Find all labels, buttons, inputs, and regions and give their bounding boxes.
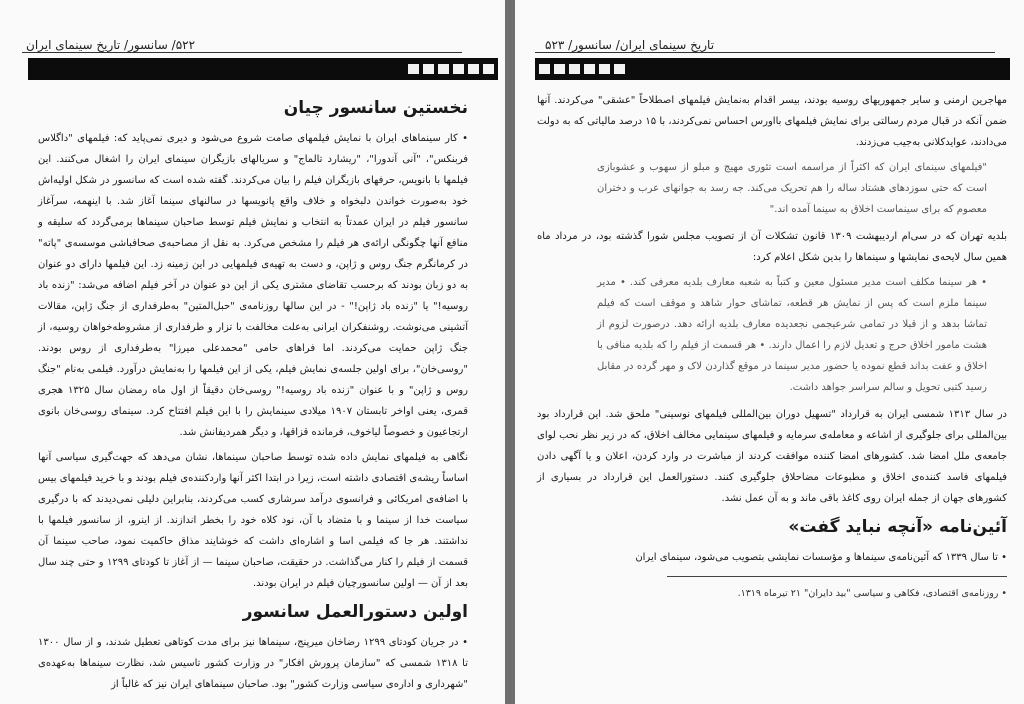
paragraph: • تا سال ۱۳۳۹ که آئین‌نامه‌ی سینماها و مؤسسات نمایشی بتصویب می‌شود، سینمای ایران — [635, 552, 1007, 563]
film-holes — [539, 64, 625, 74]
right-header-rule — [535, 52, 995, 53]
left-page — [0, 0, 505, 704]
paragraph: مهاجرین ارمنی و سایر جمهوریهای روسیه بودند، بیسر اقدام به‌نمایش فیلمهای اصطلاحاً "عشقی" می‌کردند. آنها ضمن آنکه در قبال مردم رسالتی برای نمایش فیلمهای بااورس احساس نمی‌کردند، با ۱۵ درصد مالیاتی که به دولت می‌دادند، عوایدکلانی به‌جیب می‌زدند. — [537, 95, 1007, 148]
left-page-body — [38, 90, 468, 699]
film-hole — [423, 64, 434, 74]
right-running-header: تاریخ سینمای ایران/ سانسور/ ۵۲۳ — [545, 38, 715, 52]
film-hole — [599, 64, 610, 74]
film-hole — [584, 64, 595, 74]
footnote-separator — [667, 576, 1007, 577]
left-running-header: ۵۲۲/ سانسور/ تاریخ سینمای ایران — [26, 38, 196, 52]
film-hole — [539, 64, 550, 74]
film-holes — [408, 64, 494, 74]
regulations-list: • هر سینما مکلف است مدیر مسئول معین و کتباً به شعبه معارف بلدیه معرفی کند. • مدیر سینما ملزم است که پس از نمایش هر قطعه، تماشای حوار شاهد و موقف است که فیلم تماشا بدهد و از قبلا در تمامی شرعیجمی نجعدیده معارف بلدیه ارائه دهد. درصورت لزوم از هشت مامور اخلاق حرج و تعدیل لازم را اعمال دارند. • هر قسمت از فیلم را که بلدیه منافی با اخلاق و عفت بداند قطع نموده یا حضور مدیر سینما در موقع گذاردن لاک و مهر گرده در مقابل رسید کتبی تحویل و سالم سراسر جواهد داشت. — [597, 277, 987, 393]
film-hole — [483, 64, 494, 74]
right-page-body — [537, 90, 1007, 608]
film-hole — [468, 64, 479, 74]
section-heading-first-censors: نخستین سانسور چیان — [283, 98, 468, 118]
film-hole — [438, 64, 449, 74]
right-page — [515, 0, 1024, 704]
left-film-strip-decoration — [28, 58, 498, 80]
section-heading-first-directive: اولین دستورالعمل سانسور — [242, 602, 468, 622]
block-quote: "فیلمهای سینمای ایران که اکثراً از مراسمه است تئوری مهیج و مبلو از سهوب و عشوبازی است که حتی سوزدهای هشتاد ساله را هم تحریک می‌کند. جه رسد به جوانهای عرب و دختران معصوم که برای سینماست اخلاق به سینما آمده اند." — [597, 162, 987, 215]
left-header-rule — [22, 52, 462, 53]
section-heading-regulation: آئین‌نامه «آنچه نباید گفت» — [788, 517, 1007, 537]
paragraph: • در جریان کودتای ۱۲۹۹ رضاخان میرپنج، سینماها نیز برای مدت کوتاهی تعطیل شدند، و از سال ۱۳۰۰ تا ۱۳۱۸ شمسی که "سازمان پرورش افکار" در وزارت کشور تاسیس شد، نظارت سینماها به‌عهده‌ی "شهرداری و اداره‌ی سیاسی وزارت کشور" بود. صاحبان سینماهای ایران نیز که غالباً از — [38, 637, 469, 690]
film-hole — [569, 64, 580, 74]
film-hole — [408, 64, 419, 74]
footnote: • روزنامه‌ی اقتصادی، فکاهی و سیاسی "بید دایران" ۲۱ تیرماه ۱۳۱۹. — [737, 588, 1007, 599]
film-hole — [453, 64, 464, 74]
film-hole — [554, 64, 565, 74]
paragraph: • کار سینماهای ایران با نمایش فیلمهای صامت شروع می‌شود و دیری نمی‌پاید که: فیلمهای "داگلاس فربنکس"، "آنی آندورا"، "ریشارد تالماج" و سریالهای بازیگران سینمای ایران را اشغال می‌کنند. این فیلمها با بانویس، حرفهای بازیگران فیلم را بیان می‌کردند. گفته شده است که سانسور در شکل اولیه‌اش خود به‌صورت خواندن دلبخواه و خلاف واقع پانویسها در سالنهای سینما آغاز شد. با اینهمه، سرآغاز سانسور فیلم در ایران عمدتاً به انتخاب و نمایش فیلم توسط صاحبان سینماها برمی‌گردد که سلیقه و منافع آنها چگونگی ارائه‌ی هر فیلم را مشخص می‌کرد. به نقل از مصاحبه‌ی صحافباشی موسسه‌ی "پاته" در کرمانگرم جنگ روس و ژاپن، و دست به تهیه‌ی فیلمهایی در این زمینه زد. این فیلمها دارای دو عنوان به دو زبان بودند که برحسب تقاضای مشتری یکی از این دو عنوان در آخر فیلم اضافه می‌شد: "زنده باد روسیه!" یا "زنده باد ژاپن!" - در این سالها روزنامه‌ی "حبل‌المتین" به‌طرفداری از جنگ ژاپن، مقالات آتشینی می‌نوشت. روشنفکران ایرانی به‌علت مخالفت با تزار و طرفداری از مشروطه‌خواهان روسیه، از جنگ ژاپن حمایت می‌کردند. اما فراهای حامی "محمدعلی میرزا" به‌طرفداری از روس بودند. "روسی‌خان"، برای اولین جلسه‌ی نمایش فیلم، یکی از این فیلمها را به‌نمایش درآورد. فیلمی به‌نام "جنگ روس و ژاپن" و با عنوان "زنده باد روسیه!" روسی‌خان دقیقاً از اول ماه رمضان سال ۱۳۲۵ هجری قمری، یعنی اواخر تابستان ۱۹۰۷ میلادی سینمایش را با این فیلم افتتاح کرد. سینمای روسی‌خان بانوی ارتجاعیون و خصوصاً لیاخوف، فرمانده قزاقها، و دیگر همردیفانش شد. — [38, 133, 468, 438]
paragraph: در سال ۱۳۱۳ شمسی ایران به قرارداد "تسهیل دوران بین‌المللی فیلمهای نوسینی" ملحق شد. این قرارداد بود بین‌المللی برای جلوگیری از اشاعه و معامله‌ی سرمایه و فیلمهای سینمایی مخالف اخلاق، که در زیر نظر نحب لوای جامعه‌ی ملل امضا شد. کشورهای امضا کننده موافقت کردند از مباشرت در وارد کردن، اعلان و یا آگهی دادن فیلمهای فاسد کننده‌ی اخلاق و مطبوعات مضاحلاق جلوگیری کنند. دستورالعمل این قرارداد در بسیاری از کشورهای جهان از جمله ایران روی کاغذ باقی ماند و به آن عمل نشد. — [537, 409, 1007, 504]
film-hole — [614, 64, 625, 74]
right-film-strip-decoration — [535, 58, 1010, 80]
paragraph: بلدیه تهران که در سی‌ام اردیبهشت ۱۳۰۹ قانون تشکلات آن از تصویب مجلس شورا گذشته بود، در مرداد ماه همین سال لایحه‌ی نمایشها و سینماها را بدین شکل اعلام کرد: — [537, 231, 1008, 263]
paragraph: نگاهی به فیلمهای نمایش داده شده توسط صاحبان سینماها، نشان می‌دهد که جهت‌گیری سیاسی آنها اساساً ریشه‌ی اقتصادی داشته است، زیرا در ابتدا اکثر آنها واردکننده‌ی فیلم بودند و با خرید فیلمهای بیس با اضافه‌ی امریکائی و فرانسوی درآمد سرشاری کسب می‌کردند، بنابراین دلیلی نمی‌دیدند که با درگیری سیاست خدا از سینما و با متضاد با آن، نود کلاه خود را بخطر اندازند. از اینرو، از سانسور فیلمها با نداشتند. هر جا که فیلمی اسا و اشاره‌ای داشت که خوشایند مذاق حاکمیت نمود، صاحب سینما آن قسمت از فیلم را کنار می‌گذاشت. در حقیقت، صاحبان سینما — از آغاز تا کودتای ۱۲۹۹ و حتی چند سال بعد از آن — اولین سانسورچیان فیلم در ایران بودند. — [38, 452, 468, 589]
